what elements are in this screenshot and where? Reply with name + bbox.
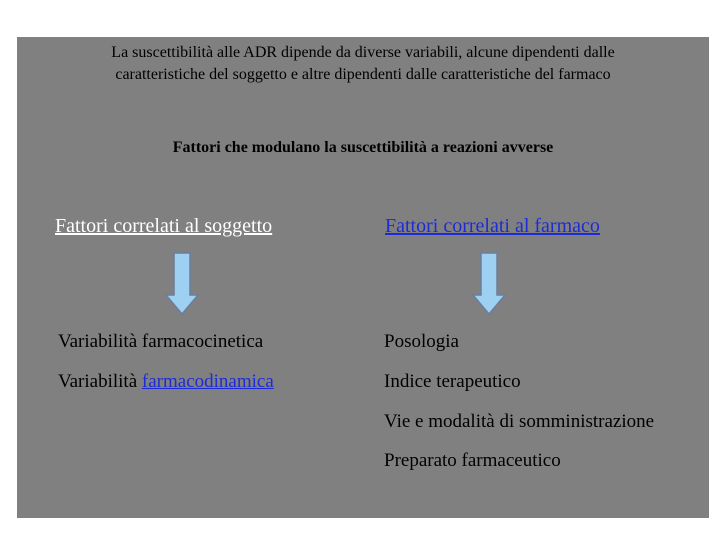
drug-factor-dosage: Posologia bbox=[384, 331, 459, 352]
drug-factor-administration-route: Vie e modalità di somministrazione bbox=[384, 411, 655, 432]
intro-line-1: La suscettibilità alle ADR dipende da diverse variabili, alcune dipendenti dalle bbox=[111, 44, 615, 61]
section-subtitle: Fattori che modulano la suscettibilità a reazioni avverse bbox=[172, 139, 554, 156]
heading-subject-factors: Fattori correlati al soggetto bbox=[55, 215, 273, 237]
subject-factor-prefix: Variabilità bbox=[58, 371, 142, 392]
slide bbox=[17, 37, 709, 518]
down-arrow-icon bbox=[164, 252, 200, 316]
subject-factor-pharmacodynamic bbox=[58, 371, 274, 393]
down-arrow-icon bbox=[471, 252, 507, 316]
heading-drug-factors[interactable]: Fattori correlati al farmaco bbox=[385, 215, 600, 237]
pharmacodynamics-link[interactable]: farmacodinamica bbox=[141, 371, 274, 392]
intro-text bbox=[17, 42, 709, 86]
drug-factor-therapeutic-index: Indice terapeutico bbox=[384, 371, 521, 392]
intro-line-2: caratteristiche del soggetto e altre dipendenti dalle caratteristiche del farmaco bbox=[115, 66, 611, 83]
subject-factor-pharmacokinetic: Variabilità farmacocinetica bbox=[58, 331, 264, 352]
drug-factor-preparation: Preparato farmaceutico bbox=[384, 450, 561, 471]
